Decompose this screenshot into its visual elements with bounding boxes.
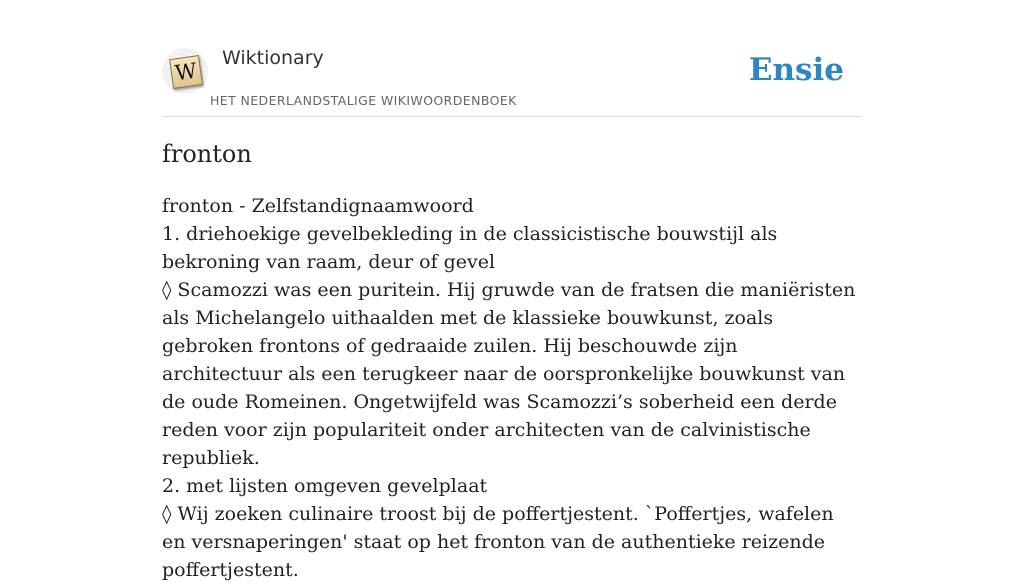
example-1: ◊ Scamozzi was een puritein. Hij gruwde van de fratsen die maniëristen als Michelangelo uithaalden met de klassieke bouwkunst, zoals gebroken frontons of gedraaide zuilen. Hij beschouwde zijn architectuur als een terugkeer naar de oorspronkelijke bouwkunst van de oude Romeinen. Ongetwijfeld was Scamozzi’s soberheid een derde reden voor zijn populariteit onder architecten van de calvinistische republiek. xyxy=(162,279,856,469)
definition-2: 2. met lijsten omgeven gevelplaat xyxy=(162,475,488,497)
page-title: fronton xyxy=(162,140,252,168)
site-header xyxy=(162,44,862,117)
dictionary-entry xyxy=(162,192,862,584)
example-2: ◊ Wij zoeken culinaire troost bij de poffertjestent. `Poffertjes, wafelen en versnaperingen' staat op het fronton van de authentieke reizende poffertjestent. xyxy=(162,503,834,581)
site-subtitle: HET NEDERLANDSTALIGE WIKIWOORDENBOEK xyxy=(210,93,517,108)
definition-1: 1. driehoekige gevelbekleding in de classicistische bouwstijl als bekroning van raam, deur of gevel xyxy=(162,223,778,273)
wiktionary-logo-icon: W xyxy=(169,55,203,89)
wiktionary-logo[interactable] xyxy=(162,48,208,94)
site-name[interactable]: Wiktionary xyxy=(222,47,324,69)
ensie-logo[interactable]: Ensie xyxy=(748,52,844,88)
entry-heading: fronton - Zelfstandignaamwoord xyxy=(162,195,474,217)
